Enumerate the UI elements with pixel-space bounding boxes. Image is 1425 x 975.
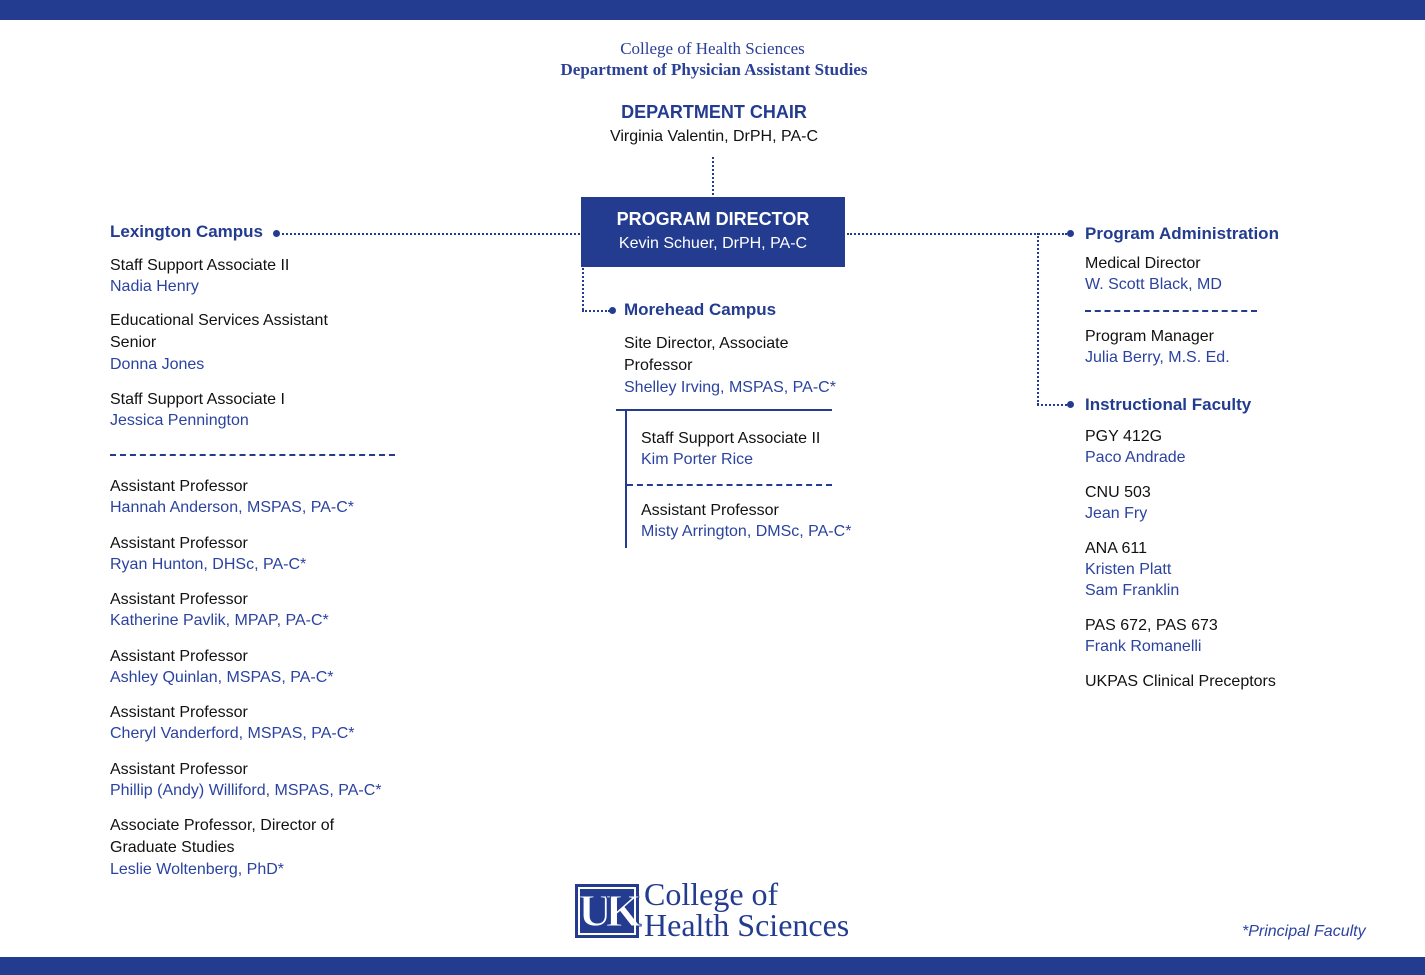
course: CNU 503 (1085, 484, 1151, 501)
morehead-title: Morehead Campus (624, 300, 777, 319)
connector (582, 268, 584, 310)
logo-line: College of (644, 876, 779, 912)
role: Staff Support Associate II (110, 257, 290, 274)
divider (616, 409, 832, 411)
connector (282, 233, 580, 235)
bullet-icon (273, 230, 280, 237)
role: Assistant Professor (110, 591, 248, 608)
person-name: Frank Romanelli (1085, 638, 1202, 655)
person-name: Donna Jones (110, 356, 205, 373)
bullet-icon (1067, 401, 1074, 408)
department-name: Department of Physician Assistant Studies (560, 60, 868, 79)
role: Associate Professor, Director of Graduate Studies (110, 817, 335, 856)
director-title: PROGRAM DIRECTOR (616, 209, 810, 229)
role: Assistant Professor (110, 647, 248, 665)
connector (1037, 404, 1067, 406)
instructional-list (1085, 426, 1276, 692)
person-name: Cheryl Vanderford, MSPAS, PA-C* (110, 725, 355, 742)
role: Staff Support Associate I (110, 391, 285, 408)
director-name: Kevin Schuer, DrPH, PA-C (618, 235, 808, 252)
role: Assistant Professor (110, 760, 248, 778)
logo-line: Health Sciences (644, 907, 850, 943)
role: Site Director, Associate Professor (624, 335, 789, 374)
chair-title: DEPARTMENT CHAIR (621, 102, 807, 122)
person-name: Shelley Irving, MSPAS, PA-C* (624, 379, 836, 396)
morehead-staff-1 (641, 500, 901, 542)
person-name: W. Scott Black, MD (1085, 276, 1222, 293)
role: Assistant Professor (110, 534, 248, 552)
course: PGY 412G (1085, 428, 1163, 445)
person-name: Ryan Hunton, DHSc, PA-C* (110, 555, 307, 573)
person-name: Nadia Henry (110, 278, 199, 295)
person-name: Jessica Pennington (110, 412, 249, 429)
divider (1085, 310, 1257, 312)
top-bar (0, 0, 1425, 20)
role: Assistant Professor (641, 502, 779, 519)
person-name: Kristen Platt (1085, 561, 1172, 578)
person-name: Ashley Quinlan, MSPAS, PA-C* (110, 668, 334, 686)
connector (625, 410, 627, 548)
lexington-faculty (110, 476, 410, 880)
admin-item (1085, 326, 1230, 368)
bullet-icon (609, 307, 616, 314)
divider (110, 454, 395, 456)
role: Program Manager (1085, 328, 1214, 345)
site-director (624, 333, 864, 398)
person-name: Hannah Anderson, MSPAS, PA-C* (110, 499, 354, 516)
person-name: Kim Porter Rice (641, 451, 754, 468)
person-name: Katherine Pavlik, MPAP, PA-C* (110, 612, 329, 629)
admin-title: Program Administration (1085, 224, 1279, 243)
bottom-bar (0, 957, 1425, 975)
program-director-box (581, 197, 845, 267)
bullet-icon (1067, 230, 1074, 237)
course: PAS 672, PAS 673 (1085, 617, 1218, 634)
role: Staff Support Associate II (641, 430, 821, 447)
person-name: Leslie Woltenberg, PhD* (110, 861, 285, 878)
role: Medical Director (1085, 255, 1201, 272)
person-name: Paco Andrade (1085, 449, 1186, 466)
person-name: Jean Fry (1085, 505, 1148, 522)
morehead-staff-0 (641, 428, 881, 470)
person-name: Sam Franklin (1085, 582, 1180, 599)
connector (582, 310, 610, 312)
person-name: Phillip (Andy) Williford, MSPAS, PA-C* (110, 781, 382, 799)
connector (712, 157, 714, 195)
role: Educational Services Assistant Senior (110, 312, 328, 351)
person-name: Julia Berry, M.S. Ed. (1085, 349, 1230, 366)
college-name: College of Health Sciences (620, 39, 805, 58)
role: Assistant Professor (110, 478, 248, 495)
lexington-staff (110, 255, 350, 445)
admin-item (1085, 253, 1222, 295)
chair-name: Virginia Valentin, DrPH, PA-C (609, 128, 819, 145)
person-name: Misty Arrington, DMSc, PA-C* (641, 523, 852, 540)
connector (1037, 233, 1039, 405)
connector (847, 233, 1067, 235)
course: ANA 611 (1085, 540, 1147, 557)
course: UKPAS Clinical Preceptors (1085, 673, 1276, 690)
uk-logo-icon: UK (575, 884, 639, 938)
instructional-title: Instructional Faculty (1085, 395, 1252, 414)
logo-text (644, 876, 850, 943)
role: Assistant Professor (110, 704, 248, 721)
lexington-title: Lexington Campus (110, 222, 264, 241)
divider (627, 484, 832, 486)
principal-faculty-note: *Principal Faculty (1242, 923, 1366, 940)
